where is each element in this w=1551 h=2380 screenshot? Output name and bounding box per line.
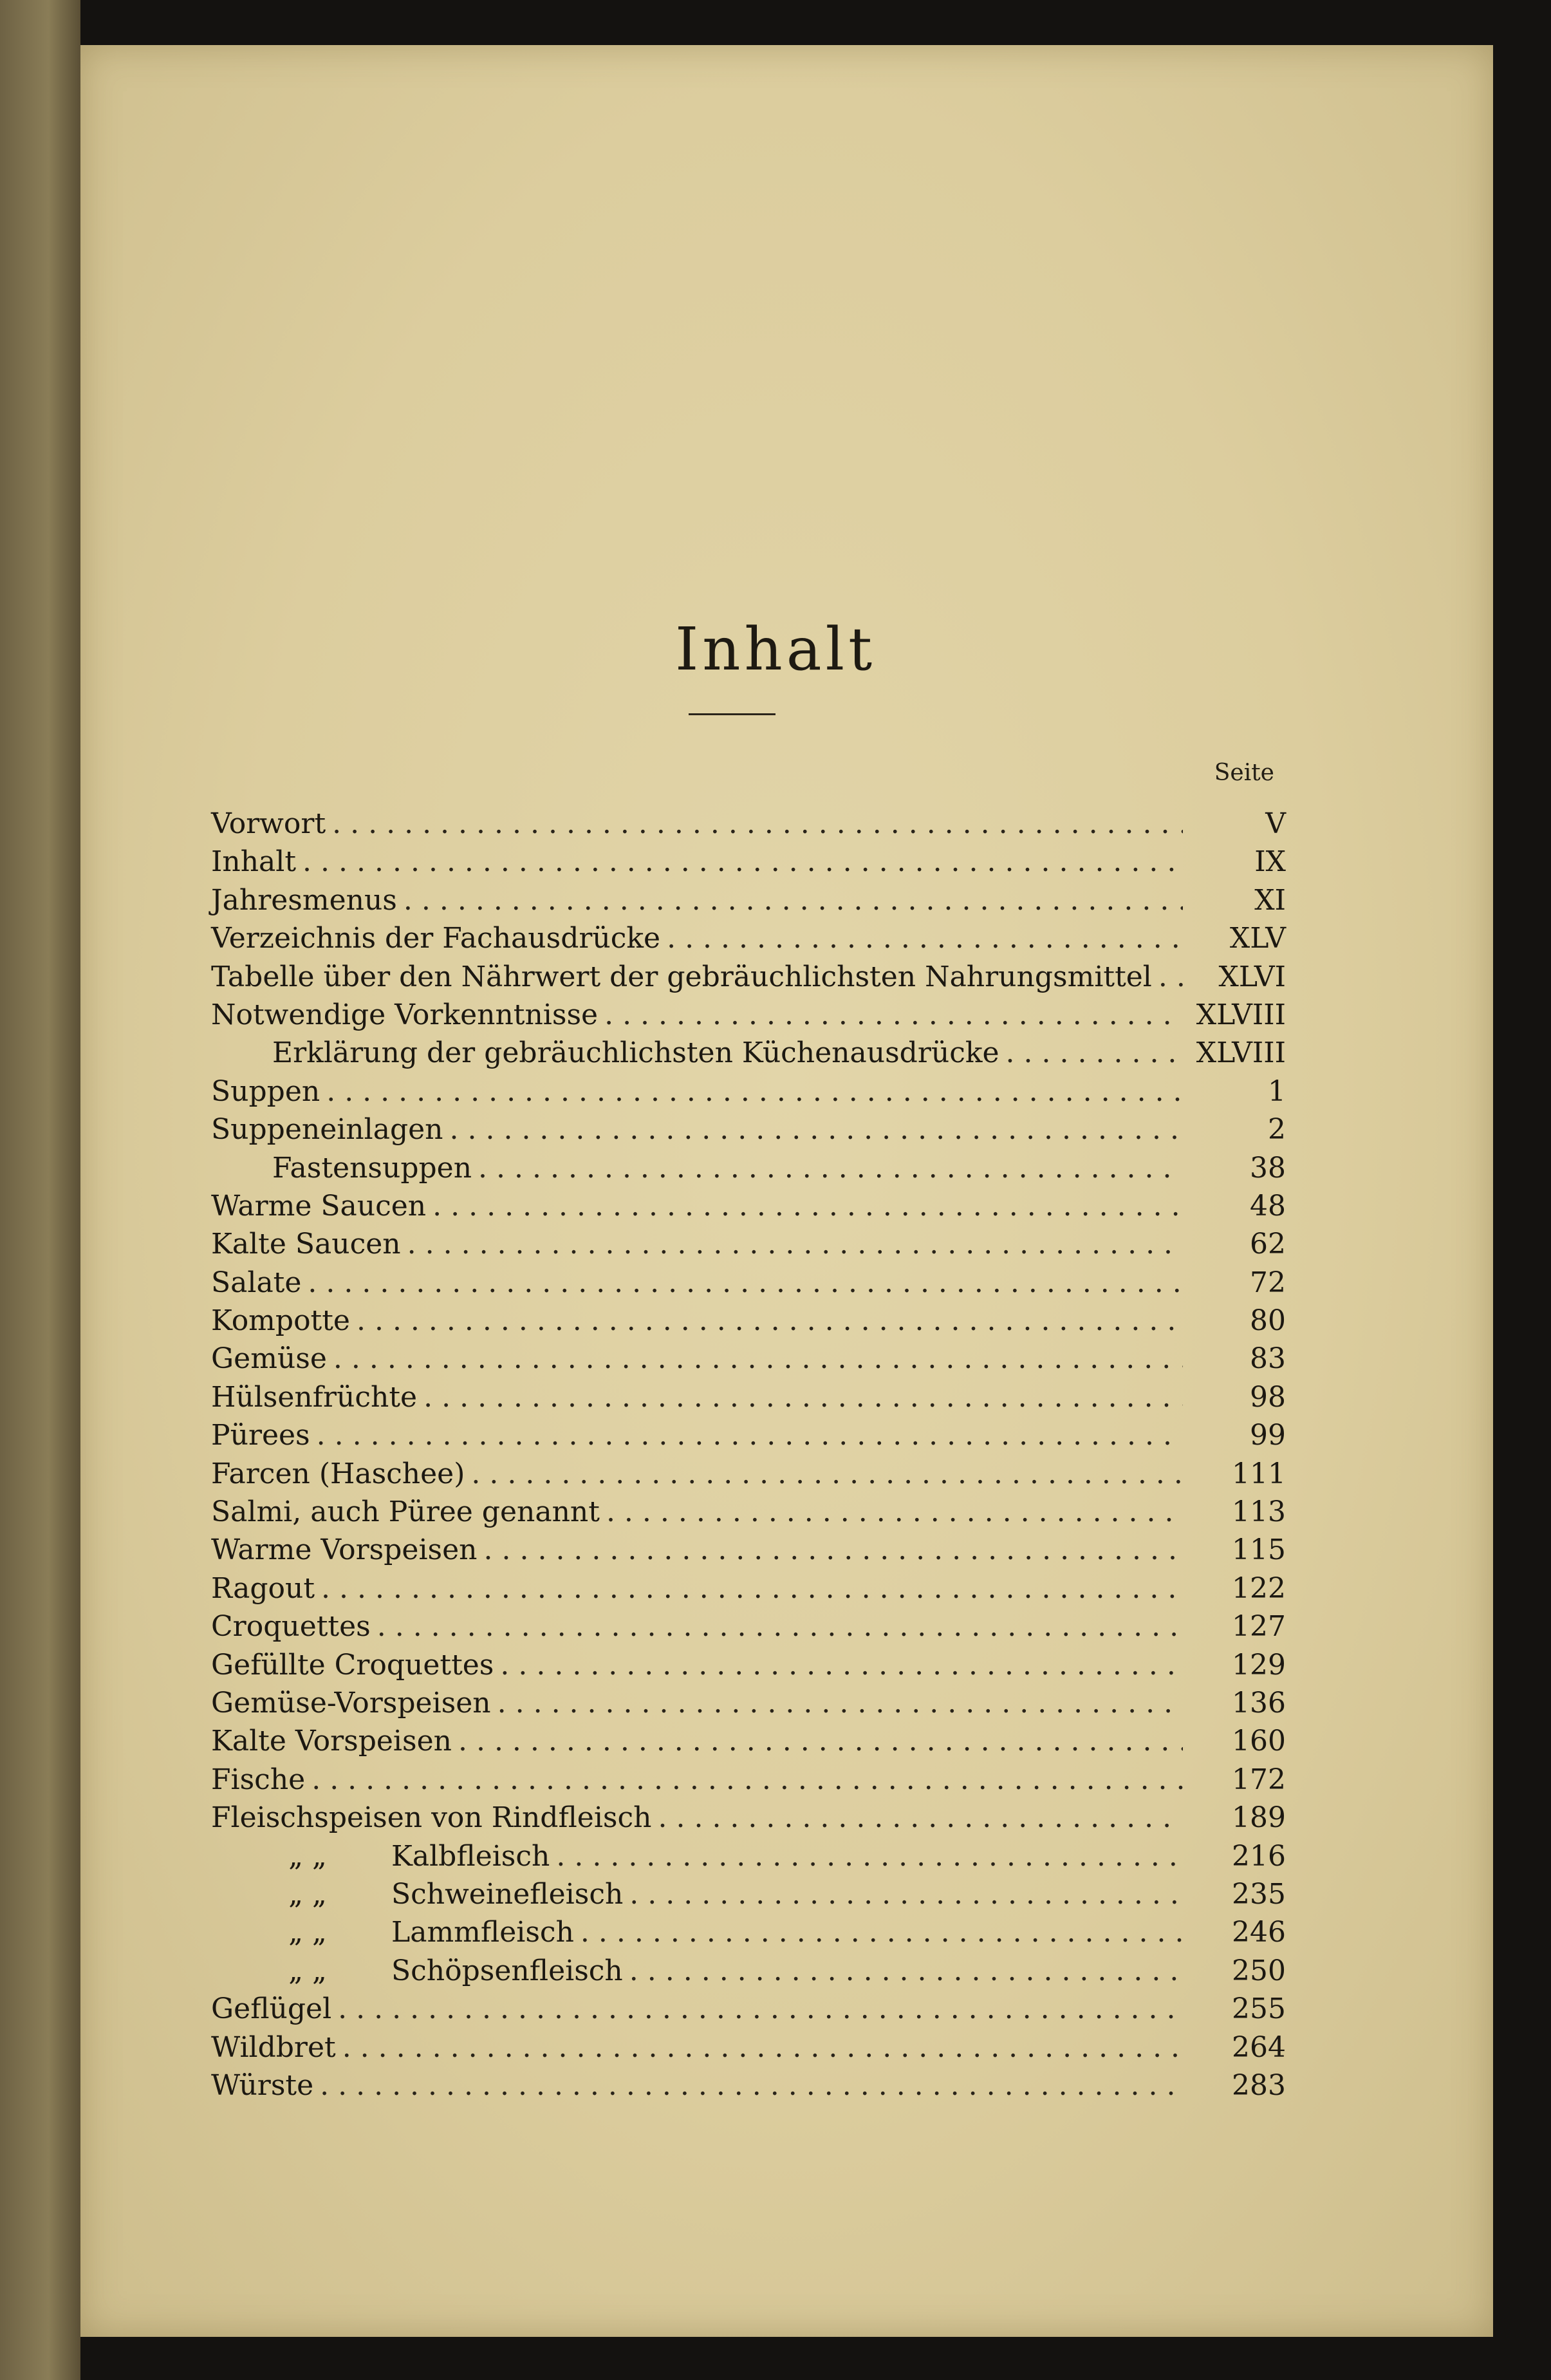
toc-entry xyxy=(211,805,1286,843)
toc-page-number: 1 xyxy=(1268,1074,1286,1108)
toc-entry-title xyxy=(211,1761,305,1799)
dot-leader xyxy=(357,1302,1183,1340)
toc-page-number: 111 xyxy=(1232,1457,1286,1490)
dot-leader xyxy=(1158,958,1183,996)
ditto-marks: „ „ xyxy=(288,1877,327,1911)
dot-leader xyxy=(471,1455,1183,1493)
dot-leader xyxy=(423,1378,1183,1416)
toc-page-number: 115 xyxy=(1232,1533,1286,1567)
toc-entry xyxy=(211,1416,1286,1454)
toc-entry-title xyxy=(211,805,326,843)
toc-page-number: XLVIII xyxy=(1196,998,1286,1031)
toc-entry xyxy=(211,1913,1286,1951)
toc-entry-title xyxy=(211,919,660,957)
page-column-header: Seite xyxy=(1214,760,1274,786)
toc-entry-label: Warme Vorspeisen xyxy=(211,1533,478,1567)
toc-page-number: 113 xyxy=(1232,1495,1286,1529)
toc-entry-label: Gefüllte Croquettes xyxy=(211,1648,494,1682)
ditto-marks: „ „ xyxy=(288,1954,327,1987)
toc-page-number: 160 xyxy=(1232,1725,1286,1758)
dot-leader xyxy=(478,1149,1183,1187)
toc-entry-label: Tabelle über den Nährwert der gebräuchlichsten Nahrungsmittel xyxy=(211,960,1152,993)
toc-entry xyxy=(211,1455,1286,1493)
toc-entry-label: Fische xyxy=(211,1763,306,1796)
toc-entry xyxy=(211,1990,1286,2028)
toc-entry xyxy=(211,2029,1286,2066)
toc-page-number: XLVI xyxy=(1218,960,1286,993)
page-title: Inhalt xyxy=(674,615,877,684)
toc-entry-label: Lammfleisch xyxy=(391,1916,574,1949)
toc-entry xyxy=(211,958,1286,996)
toc-entry xyxy=(211,1493,1286,1531)
dot-leader xyxy=(404,881,1183,919)
toc-entry-label: Gemüse-Vorspeisen xyxy=(211,1686,491,1719)
toc-entry-label: Fastensuppen xyxy=(272,1151,472,1185)
toc-entry-title xyxy=(211,1913,574,1951)
toc-entry-label: Geflügel xyxy=(211,1992,332,2026)
toc-entry-title xyxy=(211,1149,472,1187)
toc-page-number: 189 xyxy=(1232,1801,1286,1835)
toc-entry xyxy=(211,1110,1286,1148)
dot-leader xyxy=(484,1531,1184,1569)
toc-entry-label: Fleischspeisen von Rindfleisch xyxy=(211,1801,652,1835)
toc-entry-label: Salate xyxy=(211,1266,302,1299)
toc-entry xyxy=(211,1034,1286,1072)
dot-leader xyxy=(458,1722,1183,1760)
toc-entry-title xyxy=(211,1302,350,1340)
toc-page-number: 255 xyxy=(1232,1992,1286,2026)
toc-page-number: 83 xyxy=(1250,1342,1286,1376)
toc-entry-label: Erklärung der gebräuchlichsten Küchenausdrücke xyxy=(272,1036,999,1070)
toc-entry-title xyxy=(211,881,397,919)
dot-leader xyxy=(342,2029,1183,2066)
toc-entry-label: Schöpsenfleisch xyxy=(391,1954,623,1987)
toc-entry-label: Farcen (Haschee) xyxy=(211,1457,465,1490)
toc-entry-label: Wildbret xyxy=(211,2030,336,2064)
toc-entry-label: Notwendige Vorkenntnisse xyxy=(211,998,599,1031)
toc-entry xyxy=(211,1722,1286,1760)
toc-entry xyxy=(211,1073,1286,1110)
toc-entry-title xyxy=(211,1684,491,1722)
adjacent-page-edge xyxy=(0,0,80,2380)
toc-entry-label: Vorwort xyxy=(211,807,326,840)
dot-leader xyxy=(321,1569,1183,1607)
toc-page-number: 48 xyxy=(1250,1189,1286,1223)
toc-page-number: 216 xyxy=(1232,1839,1286,1873)
toc-page-number: 129 xyxy=(1232,1648,1286,1682)
dot-leader xyxy=(629,1875,1183,1913)
dot-leader xyxy=(311,1761,1183,1799)
toc-entry-title xyxy=(211,1110,443,1148)
dot-leader xyxy=(1006,1034,1183,1072)
toc-entry-title xyxy=(211,1569,315,1607)
dot-leader xyxy=(629,1952,1183,1990)
toc-entry xyxy=(211,1646,1286,1684)
toc-entry-title xyxy=(211,996,598,1034)
toc-page-number: 38 xyxy=(1250,1151,1286,1185)
toc-entry-title xyxy=(211,1073,320,1110)
table-of-contents xyxy=(211,805,1286,2104)
toc-entry-title xyxy=(211,1990,331,2028)
toc-page-number: XI xyxy=(1254,883,1286,917)
toc-entry-label: Würste xyxy=(211,2068,314,2102)
toc-entry xyxy=(211,2066,1286,2104)
toc-page-number: XLV xyxy=(1229,922,1286,955)
toc-entry-title xyxy=(211,2029,336,2066)
toc-entry-title xyxy=(211,1416,310,1454)
dot-leader xyxy=(317,1416,1183,1454)
toc-entry-label: Kalbfleisch xyxy=(391,1839,550,1873)
toc-entry-title xyxy=(211,1837,550,1875)
toc-entry xyxy=(211,1799,1286,1837)
dot-leader xyxy=(432,1187,1183,1225)
dot-leader xyxy=(377,1607,1183,1645)
toc-entry-title xyxy=(211,1340,327,1378)
toc-entry-label: Jahresmenus xyxy=(211,883,397,917)
toc-entry xyxy=(211,996,1286,1034)
dot-leader xyxy=(450,1110,1184,1148)
toc-entry-title xyxy=(211,1799,651,1837)
toc-entry-label: Ragout xyxy=(211,1571,315,1605)
ditto-marks: „ „ xyxy=(288,1839,327,1873)
toc-entry-label: Gemüse xyxy=(211,1342,327,1376)
toc-entry-title xyxy=(211,1875,623,1913)
toc-page-number: 235 xyxy=(1232,1877,1286,1911)
toc-page-number: 80 xyxy=(1250,1304,1286,1338)
toc-entry-title xyxy=(211,1225,401,1263)
toc-page-number: 2 xyxy=(1268,1113,1286,1147)
toc-page-number: 250 xyxy=(1232,1954,1286,1987)
toc-page-number: 246 xyxy=(1232,1916,1286,1949)
toc-page-number: IX xyxy=(1254,845,1286,879)
toc-entry-title xyxy=(211,1455,465,1493)
toc-entry-label: Inhalt xyxy=(211,845,297,879)
toc-entry xyxy=(211,1684,1286,1722)
toc-entry-label: Salmi, auch Püree genannt xyxy=(211,1495,600,1529)
toc-entry-label: Schweinefleisch xyxy=(391,1877,624,1911)
dot-leader xyxy=(332,805,1183,843)
toc-entry-label: Kalte Vorspeisen xyxy=(211,1725,452,1758)
toc-page-number: XLVIII xyxy=(1196,1036,1286,1070)
toc-entry-label: Pürees xyxy=(211,1419,310,1452)
toc-entry-title xyxy=(211,1722,452,1760)
toc-page-number: 283 xyxy=(1232,2068,1286,2102)
dot-leader xyxy=(326,1073,1183,1110)
dot-leader xyxy=(308,1264,1183,1302)
toc-entry-label: Kompotte xyxy=(211,1304,350,1338)
dot-leader xyxy=(667,919,1183,957)
dot-leader xyxy=(338,1990,1183,2028)
toc-page-number: 264 xyxy=(1232,2030,1286,2064)
toc-page-number: V xyxy=(1265,807,1286,840)
toc-entry-label: Kalte Saucen xyxy=(211,1228,401,1261)
toc-entry xyxy=(211,1761,1286,1799)
ditto-marks: „ „ xyxy=(288,1916,327,1949)
dot-leader xyxy=(333,1340,1183,1378)
toc-entry-title xyxy=(211,1187,426,1225)
toc-entry xyxy=(211,1187,1286,1225)
toc-entry xyxy=(211,1952,1286,1990)
dot-leader xyxy=(407,1225,1183,1263)
toc-entry-title xyxy=(211,1646,494,1684)
toc-entry-label: Suppeneinlagen xyxy=(211,1113,443,1147)
toc-entry xyxy=(211,881,1286,919)
toc-entry-title xyxy=(211,1264,301,1302)
dot-leader xyxy=(556,1837,1183,1875)
dot-leader xyxy=(604,996,1183,1034)
toc-page-number: 72 xyxy=(1250,1266,1286,1299)
toc-entry xyxy=(211,1225,1286,1263)
toc-entry-label: Hülsenfrüchte xyxy=(211,1380,418,1414)
toc-page-number: 98 xyxy=(1250,1380,1286,1414)
toc-entry xyxy=(211,1149,1286,1187)
toc-entry-label: Warme Saucen xyxy=(211,1189,427,1223)
toc-entry-title xyxy=(211,958,1152,996)
toc-entry xyxy=(211,1569,1286,1607)
toc-entry xyxy=(211,1837,1286,1875)
toc-entry xyxy=(211,1264,1286,1302)
toc-entry xyxy=(211,1607,1286,1645)
toc-entry-title xyxy=(211,1034,999,1072)
toc-page-number: 127 xyxy=(1232,1610,1286,1644)
dot-leader xyxy=(320,2066,1183,2104)
toc-entry-title xyxy=(211,1607,371,1645)
dot-leader xyxy=(302,843,1183,881)
toc-entry xyxy=(211,843,1286,881)
dot-leader xyxy=(500,1646,1183,1684)
toc-page-number: 122 xyxy=(1232,1571,1286,1605)
toc-entry xyxy=(211,1340,1286,1378)
toc-page-number: 172 xyxy=(1232,1763,1286,1796)
title-divider xyxy=(689,713,776,715)
toc-entry xyxy=(211,1531,1286,1569)
dot-leader xyxy=(580,1913,1183,1951)
toc-entry-title xyxy=(211,1952,623,1990)
toc-entry-title xyxy=(211,1493,600,1531)
toc-entry-label: Croquettes xyxy=(211,1610,371,1644)
toc-entry xyxy=(211,1875,1286,1913)
toc-entry xyxy=(211,919,1286,957)
toc-page-number: 136 xyxy=(1232,1686,1286,1719)
toc-entry-label: Suppen xyxy=(211,1074,320,1108)
toc-page-number: 99 xyxy=(1250,1419,1286,1452)
toc-page-number: 62 xyxy=(1250,1228,1286,1261)
dot-leader xyxy=(497,1684,1183,1722)
toc-entry-label: Verzeichnis der Fachausdrücke xyxy=(211,922,661,955)
toc-entry-title xyxy=(211,1531,478,1569)
toc-entry xyxy=(211,1302,1286,1340)
toc-entry-title xyxy=(211,1378,417,1416)
dot-leader xyxy=(658,1799,1183,1837)
dot-leader xyxy=(606,1493,1183,1531)
toc-entry-title xyxy=(211,843,296,881)
toc-entry-title xyxy=(211,2066,313,2104)
toc-entry xyxy=(211,1378,1286,1416)
